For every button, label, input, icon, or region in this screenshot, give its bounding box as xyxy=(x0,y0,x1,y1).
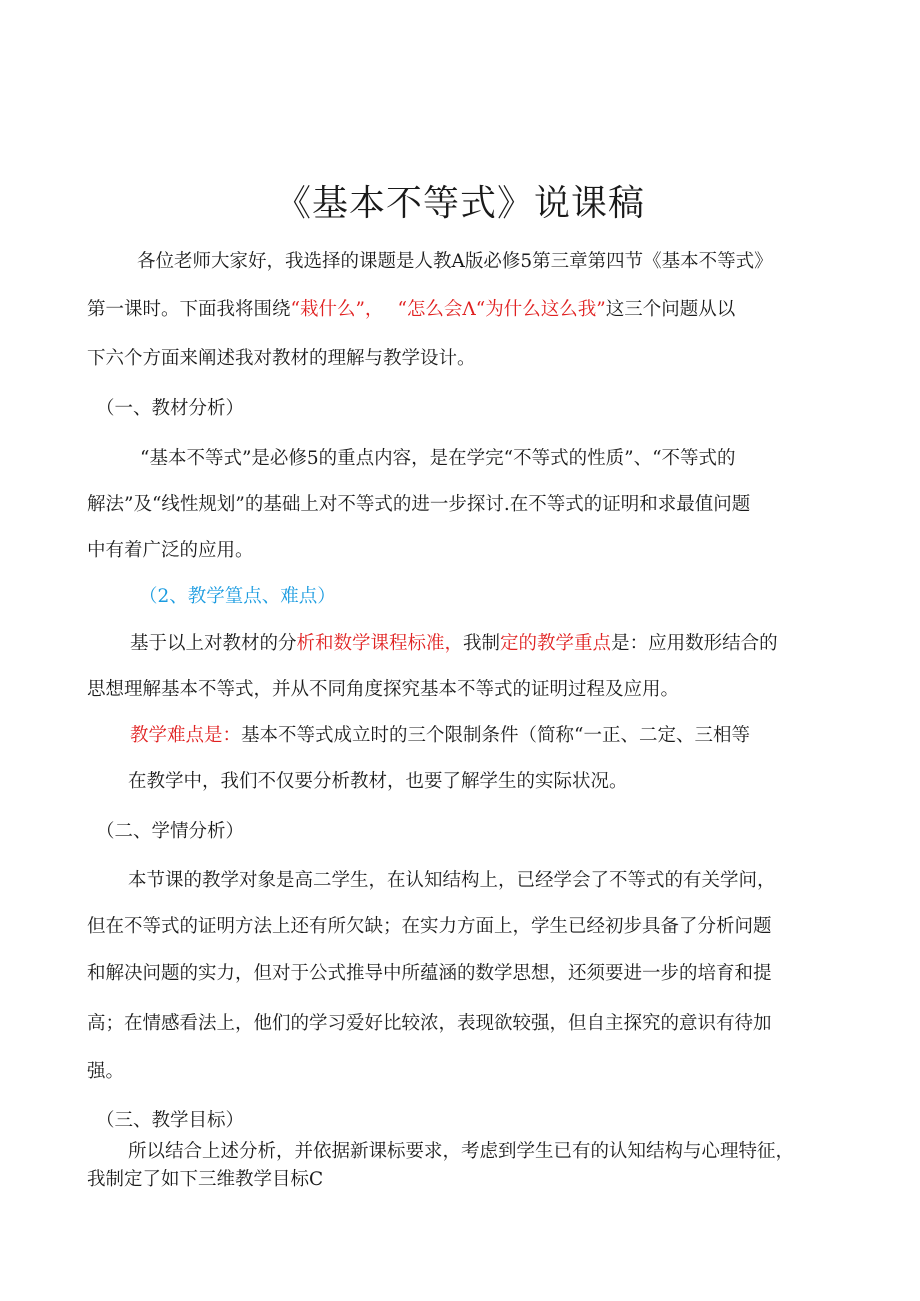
section-1-p1-line-3: 中有着广泛的应用。 xyxy=(87,540,254,561)
section-2-line-4: 高；在情感看法上，他们的学习爱好比较浓，表现欲较强，但自主探究的意识有待加 xyxy=(87,1013,772,1034)
section-2-line-2: 但在不等式的证明方法上还有所欠缺；在实力方面上，学生已经初步具备了分析问题 xyxy=(87,916,772,937)
intro-line-3: 下六个方面来阐述我对教材的理解与教学设计。 xyxy=(87,348,476,369)
section-1-p1-line-1: “基本不等式”是必修5的重点内容，是在学完“不等式的性质”、“不等式的 xyxy=(140,448,736,469)
section-1-heading: （一、教材分析） xyxy=(96,398,245,419)
section-3-line-2: 我制定了如下三维教学目标C xyxy=(87,1169,324,1190)
section-1-p4: 在教学中，我们不仅要分析教材，也要了解学生的实际状况。 xyxy=(128,771,628,792)
section-2-line-3: 和解决问题的实力，但对于公式推导中所蕴涵的数学思想，还须要进一步的培育和提 xyxy=(87,963,772,984)
p2-segment-key-point: 定的教学重点 xyxy=(500,633,612,654)
question-how: “怎么会Λ xyxy=(397,299,476,320)
question-why: “为什么这么我” xyxy=(475,299,606,320)
section-3-heading: （三、教学目标） xyxy=(96,1110,245,1131)
section-2-heading: （二、学情分析） xyxy=(96,821,245,842)
intro-line-1: 各位老师大家好，我选择的课题是人教A版必修5第三章第四节《基本不等式》 xyxy=(137,251,773,272)
section-3-line-1: 所以结合上述分析，并依据新课标要求，考虑到学生已有的认知结构与心理特征， xyxy=(128,1141,795,1162)
section-1-subheading: （2、教学篁点、难点） xyxy=(139,586,336,607)
page-title: 《基本不等式》说课稿 xyxy=(274,183,645,224)
p2-segment-curriculum: 析和数学课程标准， xyxy=(296,633,464,654)
section-1-p2-line-1 xyxy=(130,630,778,658)
p2-segment-c: 我制 xyxy=(463,633,501,654)
question-what: “栽什么”， xyxy=(290,299,384,320)
section-1-p3 xyxy=(130,722,750,750)
section-2-line-5: 强。 xyxy=(87,1061,125,1082)
p2-segment-a: 基于以上对教材的分 xyxy=(130,633,297,654)
difficulty-label: 教学难点是： xyxy=(130,725,242,746)
p2-segment-e: 是：应用数形结合的 xyxy=(611,633,778,654)
intro-line-2-lead: 第一课时。下面我将围绕 xyxy=(87,299,291,320)
section-1-p1-line-2: 解法”及“线性规划”的基础上对不等式的进一步探讨.在不等式的证明和求最值问题 xyxy=(87,494,751,515)
section-2-line-1: 本节课的教学对象是高二学生，在认知结构上，已经学会了不等式的有关学问， xyxy=(128,870,776,891)
intro-line-2 xyxy=(87,296,735,324)
intro-line-2-tail: 这三个问题从以 xyxy=(605,299,736,320)
difficulty-text: 基本不等式成立时的三个限制条件（简称“一正、二定、三相等 xyxy=(241,725,750,746)
section-1-p2-line-2: 思想理解基本不等式，并从不同角度探究基本不等式的证明过程及应用。 xyxy=(87,679,680,700)
